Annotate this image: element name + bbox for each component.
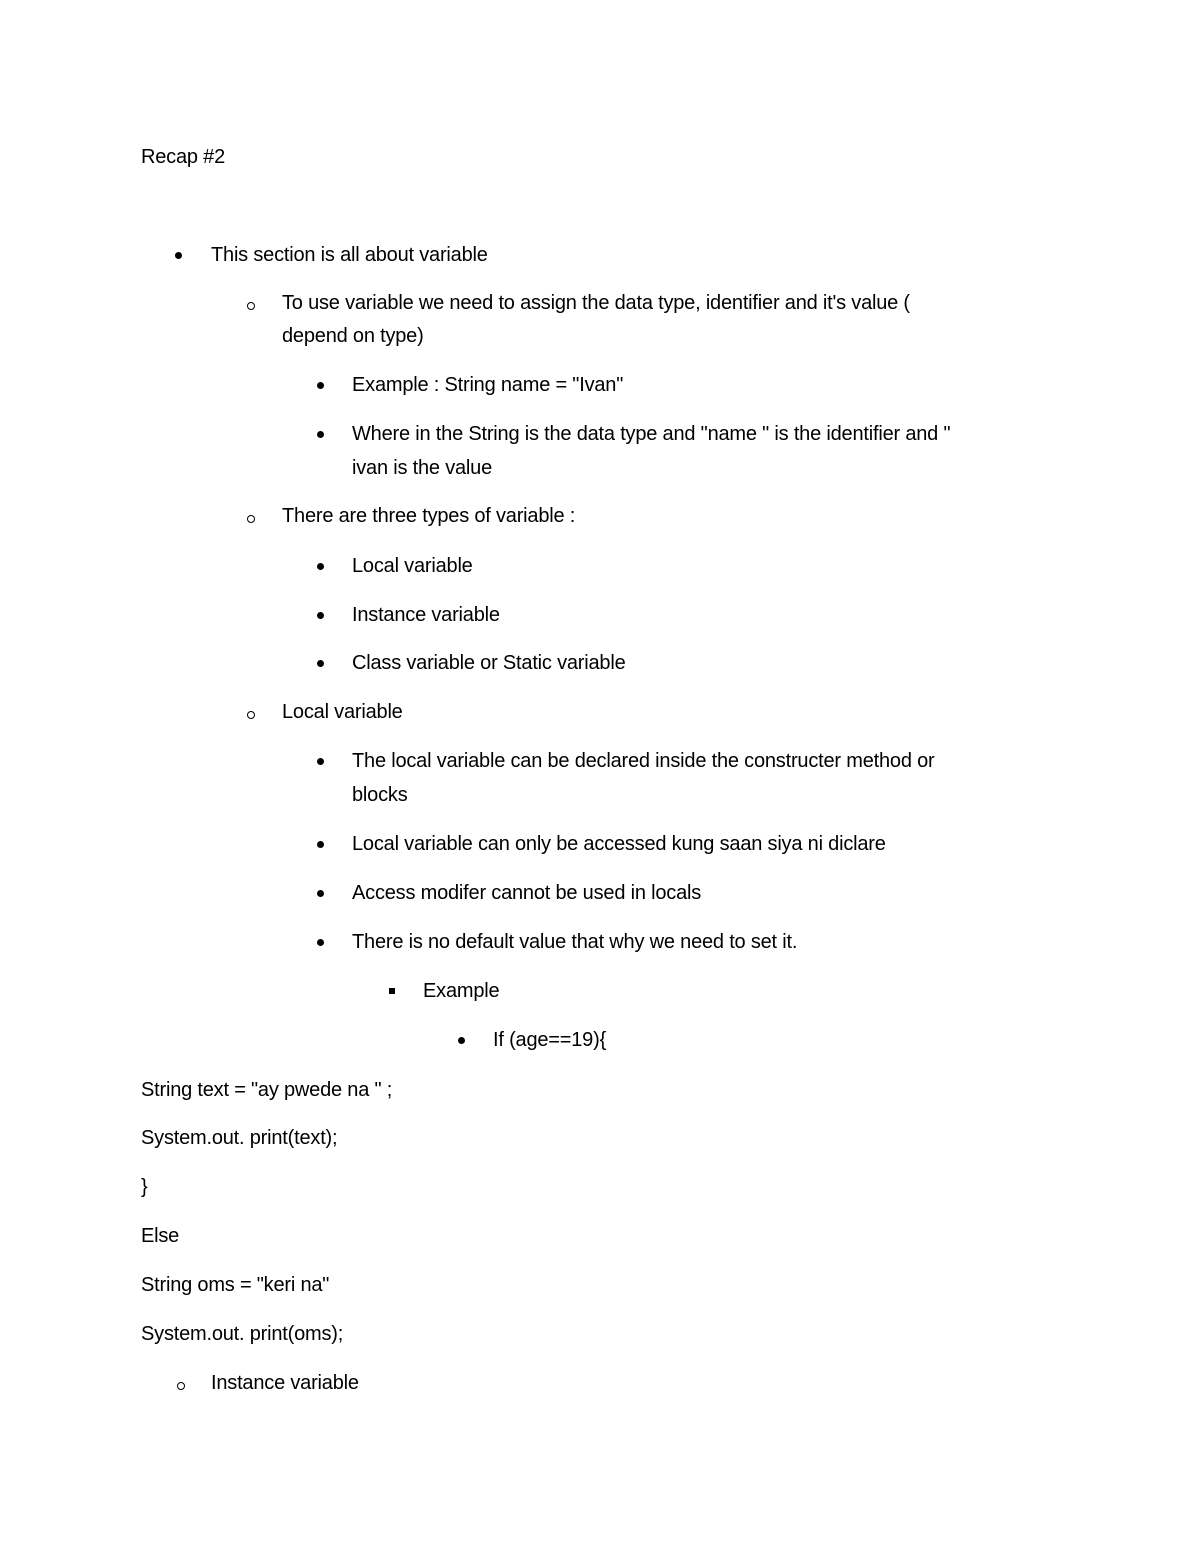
bullet-dot-icon [317,660,324,667]
list-item: There is no default value that why we need to set it. [352,931,798,953]
list-item: Local variable can only be accessed kung saan siya ni diclare [352,833,886,855]
bullet-dot-icon [317,612,324,619]
document-title: Recap #2 [141,146,226,168]
list-item: Local variable [352,555,473,577]
list-item: Example [423,980,500,1002]
bullet-dot-icon [317,890,324,897]
code-line: System.out. print(text); [141,1127,338,1149]
bullet-circle-icon [247,302,255,310]
bullet-circle-icon [177,1382,185,1390]
list-item-continuation: blocks [352,784,408,806]
bullet-dot-icon [317,382,324,389]
list-item: Instance variable [352,604,500,626]
bullet-dot-icon [317,841,324,848]
list-item-continuation: depend on type) [282,325,424,347]
bullet-circle-icon [247,515,255,523]
bullet-dot-icon [317,431,324,438]
bullet-dot-icon [175,252,182,259]
list-item: Example : String name = "Ivan" [352,374,624,396]
bullet-circle-icon [247,711,255,719]
bullet-dot-icon [317,758,324,765]
code-line: String oms = "keri na" [141,1274,330,1296]
list-item: If (age==19){ [493,1029,607,1051]
list-item: Class variable or Static variable [352,652,626,674]
code-line: } [141,1176,148,1198]
bullet-dot-icon [317,563,324,570]
bullet-dot-icon [317,939,324,946]
code-line: Else [141,1225,180,1247]
bullet-square-icon [389,988,395,994]
bullet-dot-icon [458,1037,465,1044]
list-item: There are three types of variable : [282,505,576,527]
code-line: System.out. print(oms); [141,1323,344,1345]
list-item: This section is all about variable [211,244,488,266]
list-item: The local variable can be declared inside the constructer method or [352,750,935,772]
code-line: String text = "ay pwede na " ; [141,1079,393,1101]
list-item: Access modifer cannot be used in locals [352,882,702,904]
list-item: Where in the String is the data type and "name " is the identifier and " [352,423,951,445]
list-item-continuation: ivan is the value [352,457,493,479]
list-item: Local variable [282,701,403,723]
list-item: Instance variable [211,1372,359,1394]
list-item: To use variable we need to assign the data type, identifier and it's value ( [282,292,910,314]
